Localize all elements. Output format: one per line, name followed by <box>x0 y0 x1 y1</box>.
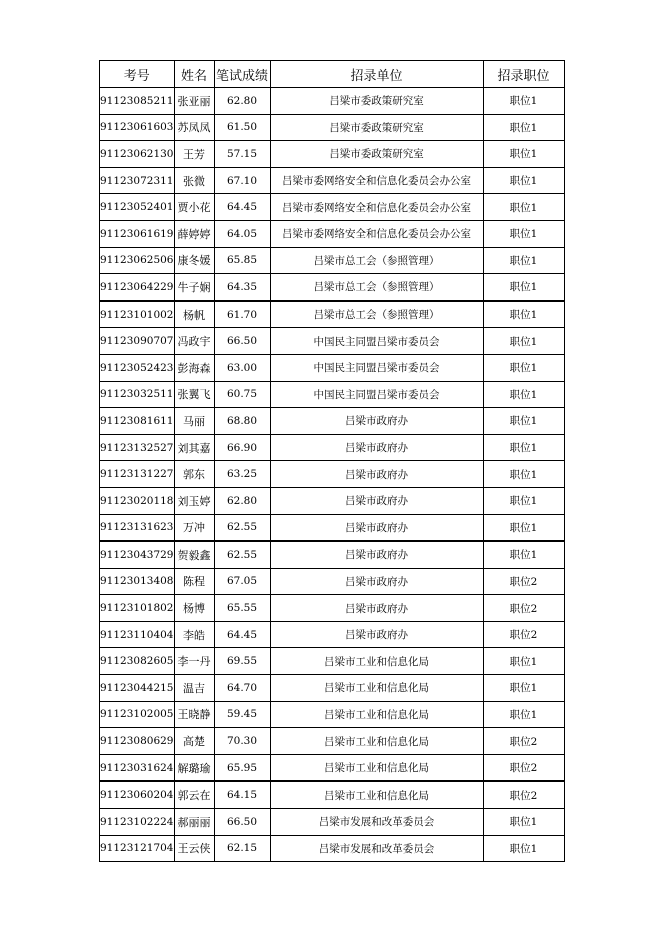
cell-position: 职位1 <box>483 301 564 328</box>
cell-position: 职位1 <box>483 328 564 355</box>
cell-exam-id: 91123121704 <box>100 835 175 862</box>
cell-position: 职位2 <box>483 595 564 622</box>
cell-position: 职位1 <box>483 114 564 141</box>
cell-position: 职位2 <box>483 781 564 808</box>
cell-exam-id: 91123082605 <box>100 648 175 675</box>
table-row <box>100 621 565 648</box>
cell-position: 职位1 <box>483 220 564 247</box>
cell-score: 66.50 <box>214 328 270 355</box>
cell-exam-id: 91123044215 <box>100 675 175 702</box>
table-row <box>100 541 565 568</box>
cell-position: 职位1 <box>483 141 564 168</box>
cell-position: 职位1 <box>483 408 564 435</box>
cell-name: 贾小花 <box>174 194 214 221</box>
table-row <box>100 247 565 274</box>
cell-exam-id: 91123052401 <box>100 194 175 221</box>
table-row <box>100 487 565 514</box>
cell-unit: 吕梁市总工会（参照管理） <box>270 247 483 274</box>
cell-name: 彭海森 <box>174 354 214 381</box>
cell-unit: 吕梁市工业和信息化局 <box>270 675 483 702</box>
table-row <box>100 354 565 381</box>
header-exam-id: 考号 <box>100 61 175 88</box>
cell-unit: 吕梁市工业和信息化局 <box>270 754 483 781</box>
cell-unit: 吕梁市政府办 <box>270 434 483 461</box>
cell-unit: 吕梁市委政策研究室 <box>270 88 483 115</box>
cell-score: 62.55 <box>214 541 270 568</box>
cell-exam-id: 91123043729 <box>100 541 175 568</box>
cell-score: 63.00 <box>214 354 270 381</box>
cell-name: 张亚丽 <box>174 88 214 115</box>
cell-score: 60.75 <box>214 381 270 408</box>
table-row <box>100 728 565 755</box>
cell-name: 解璐瑜 <box>174 754 214 781</box>
cell-name: 牛子娴 <box>174 274 214 301</box>
table-row <box>100 514 565 541</box>
cell-exam-id: 91123102005 <box>100 701 175 728</box>
score-sheet <box>99 60 565 862</box>
cell-unit: 中国民主同盟吕梁市委员会 <box>270 354 483 381</box>
cell-name: 高楚 <box>174 728 214 755</box>
cell-position: 职位1 <box>483 487 564 514</box>
cell-name: 杨博 <box>174 595 214 622</box>
cell-unit: 吕梁市发展和改革委员会 <box>270 835 483 862</box>
table-row <box>100 568 565 595</box>
cell-position: 职位1 <box>483 381 564 408</box>
table-row <box>100 434 565 461</box>
cell-exam-id: 91123072311 <box>100 167 175 194</box>
table-row <box>100 88 565 115</box>
cell-position: 职位2 <box>483 728 564 755</box>
header-row <box>100 61 565 88</box>
cell-score: 69.55 <box>214 648 270 675</box>
cell-score: 65.85 <box>214 247 270 274</box>
results-table <box>99 60 565 862</box>
cell-unit: 吕梁市政府办 <box>270 408 483 435</box>
cell-unit: 吕梁市政府办 <box>270 621 483 648</box>
table-row <box>100 220 565 247</box>
cell-position: 职位1 <box>483 194 564 221</box>
cell-exam-id: 91123020118 <box>100 487 175 514</box>
cell-score: 66.50 <box>214 809 270 836</box>
table-row <box>100 301 565 328</box>
cell-score: 62.55 <box>214 514 270 541</box>
cell-exam-id: 91123101002 <box>100 301 175 328</box>
header-score: 笔试成绩 <box>214 61 270 88</box>
cell-position: 职位1 <box>483 809 564 836</box>
cell-exam-id: 91123102224 <box>100 809 175 836</box>
cell-score: 64.05 <box>214 220 270 247</box>
cell-score: 64.45 <box>214 194 270 221</box>
cell-name: 贺毅鑫 <box>174 541 214 568</box>
cell-unit: 吕梁市工业和信息化局 <box>270 648 483 675</box>
cell-exam-id: 91123062130 <box>100 141 175 168</box>
cell-position: 职位1 <box>483 648 564 675</box>
cell-exam-id: 91123031624 <box>100 754 175 781</box>
cell-score: 64.45 <box>214 621 270 648</box>
cell-position: 职位1 <box>483 541 564 568</box>
cell-unit: 吕梁市政府办 <box>270 514 483 541</box>
cell-score: 66.90 <box>214 434 270 461</box>
table-row <box>100 648 565 675</box>
cell-unit: 吕梁市工业和信息化局 <box>270 728 483 755</box>
cell-score: 61.50 <box>214 114 270 141</box>
cell-unit: 吕梁市工业和信息化局 <box>270 781 483 808</box>
cell-unit: 吕梁市政府办 <box>270 568 483 595</box>
cell-position: 职位1 <box>483 247 564 274</box>
cell-unit: 吕梁市工业和信息化局 <box>270 701 483 728</box>
cell-unit: 吕梁市政府办 <box>270 487 483 514</box>
cell-score: 63.25 <box>214 461 270 488</box>
cell-score: 64.35 <box>214 274 270 301</box>
cell-exam-id: 91123052423 <box>100 354 175 381</box>
cell-exam-id: 91123090707 <box>100 328 175 355</box>
table-row <box>100 461 565 488</box>
cell-unit: 中国民主同盟吕梁市委员会 <box>270 381 483 408</box>
cell-score: 65.55 <box>214 595 270 622</box>
cell-name: 冯政宇 <box>174 328 214 355</box>
cell-unit: 吕梁市政府办 <box>270 595 483 622</box>
table-row <box>100 835 565 862</box>
table-row <box>100 141 565 168</box>
cell-name: 马丽 <box>174 408 214 435</box>
cell-position: 职位1 <box>483 167 564 194</box>
cell-name: 郝丽丽 <box>174 809 214 836</box>
cell-exam-id: 91123132527 <box>100 434 175 461</box>
cell-exam-id: 91123131623 <box>100 514 175 541</box>
cell-name: 王晓静 <box>174 701 214 728</box>
header-unit: 招录单位 <box>270 61 483 88</box>
cell-exam-id: 91123032511 <box>100 381 175 408</box>
cell-name: 郭东 <box>174 461 214 488</box>
cell-score: 64.70 <box>214 675 270 702</box>
cell-exam-id: 91123061619 <box>100 220 175 247</box>
cell-position: 职位2 <box>483 754 564 781</box>
cell-name: 万冲 <box>174 514 214 541</box>
cell-name: 张翼飞 <box>174 381 214 408</box>
cell-position: 职位1 <box>483 88 564 115</box>
cell-position: 职位1 <box>483 461 564 488</box>
cell-exam-id: 91123062506 <box>100 247 175 274</box>
cell-position: 职位1 <box>483 354 564 381</box>
cell-position: 职位1 <box>483 434 564 461</box>
table-row <box>100 328 565 355</box>
cell-score: 62.80 <box>214 88 270 115</box>
cell-position: 职位1 <box>483 835 564 862</box>
cell-position: 职位2 <box>483 568 564 595</box>
cell-name: 陈程 <box>174 568 214 595</box>
cell-score: 61.70 <box>214 301 270 328</box>
cell-name: 温吉 <box>174 675 214 702</box>
table-row <box>100 595 565 622</box>
cell-unit: 吕梁市委政策研究室 <box>270 114 483 141</box>
cell-name: 张微 <box>174 167 214 194</box>
cell-score: 67.05 <box>214 568 270 595</box>
table-row <box>100 809 565 836</box>
cell-score: 59.45 <box>214 701 270 728</box>
table-row <box>100 381 565 408</box>
cell-exam-id: 91123061603 <box>100 114 175 141</box>
cell-name: 李一丹 <box>174 648 214 675</box>
cell-exam-id: 91123081611 <box>100 408 175 435</box>
header-position: 招录职位 <box>483 61 564 88</box>
cell-position: 职位1 <box>483 675 564 702</box>
cell-name: 苏凤凤 <box>174 114 214 141</box>
table-row <box>100 675 565 702</box>
cell-name: 杨帆 <box>174 301 214 328</box>
cell-score: 62.80 <box>214 487 270 514</box>
cell-name: 郭云在 <box>174 781 214 808</box>
header-name: 姓名 <box>174 61 214 88</box>
cell-position: 职位1 <box>483 274 564 301</box>
cell-position: 职位1 <box>483 514 564 541</box>
cell-unit: 吕梁市政府办 <box>270 461 483 488</box>
cell-score: 62.15 <box>214 835 270 862</box>
cell-name: 薛婷婷 <box>174 220 214 247</box>
cell-exam-id: 91123085211 <box>100 88 175 115</box>
cell-score: 70.30 <box>214 728 270 755</box>
cell-exam-id: 91123013408 <box>100 568 175 595</box>
cell-name: 康冬媛 <box>174 247 214 274</box>
cell-unit: 吕梁市委网络安全和信息化委员会办公室 <box>270 220 483 247</box>
table-row <box>100 114 565 141</box>
cell-unit: 中国民主同盟吕梁市委员会 <box>270 328 483 355</box>
cell-position: 职位2 <box>483 621 564 648</box>
cell-position: 职位1 <box>483 701 564 728</box>
cell-name: 刘玉婷 <box>174 487 214 514</box>
cell-exam-id: 91123110404 <box>100 621 175 648</box>
cell-score: 64.15 <box>214 781 270 808</box>
cell-score: 57.15 <box>214 141 270 168</box>
cell-unit: 吕梁市委网络安全和信息化委员会办公室 <box>270 194 483 221</box>
cell-unit: 吕梁市委网络安全和信息化委员会办公室 <box>270 167 483 194</box>
cell-score: 65.95 <box>214 754 270 781</box>
cell-score: 68.80 <box>214 408 270 435</box>
table-row <box>100 408 565 435</box>
cell-name: 王芳 <box>174 141 214 168</box>
table-row <box>100 274 565 301</box>
table-body <box>100 88 565 862</box>
cell-unit: 吕梁市总工会（参照管理） <box>270 274 483 301</box>
cell-name: 王云侠 <box>174 835 214 862</box>
table-row <box>100 167 565 194</box>
cell-exam-id: 91123101802 <box>100 595 175 622</box>
cell-exam-id: 91123131227 <box>100 461 175 488</box>
cell-exam-id: 91123080629 <box>100 728 175 755</box>
cell-score: 67.10 <box>214 167 270 194</box>
cell-exam-id: 91123064229 <box>100 274 175 301</box>
cell-name: 刘其嘉 <box>174 434 214 461</box>
table-row <box>100 194 565 221</box>
cell-unit: 吕梁市发展和改革委员会 <box>270 809 483 836</box>
cell-name: 李皓 <box>174 621 214 648</box>
cell-unit: 吕梁市委政策研究室 <box>270 141 483 168</box>
table-row <box>100 754 565 781</box>
table-row <box>100 781 565 808</box>
table-row <box>100 701 565 728</box>
cell-exam-id: 91123060204 <box>100 781 175 808</box>
cell-unit: 吕梁市总工会（参照管理） <box>270 301 483 328</box>
cell-unit: 吕梁市政府办 <box>270 541 483 568</box>
